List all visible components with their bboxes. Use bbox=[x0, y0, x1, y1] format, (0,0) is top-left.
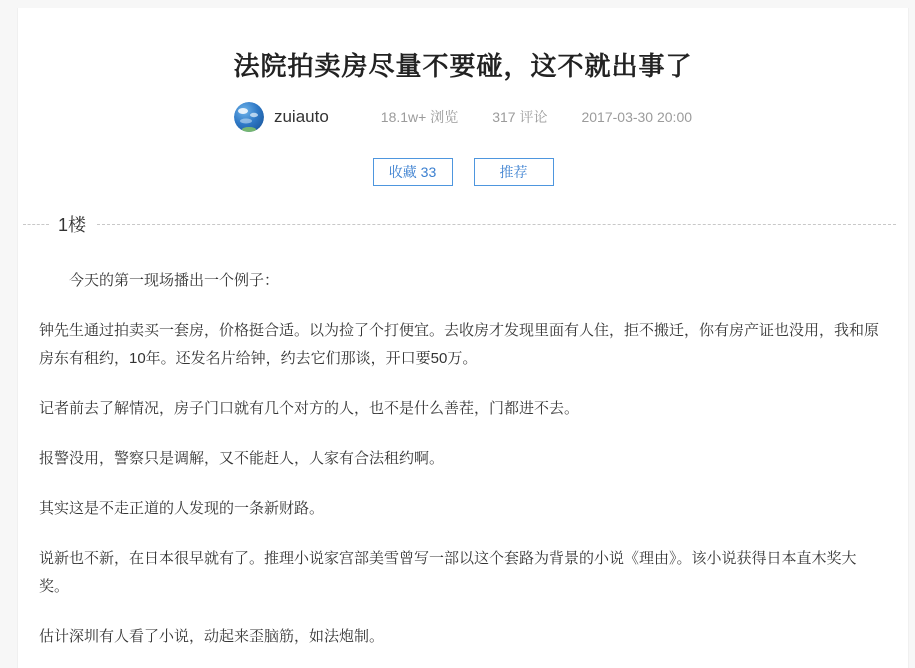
author-row bbox=[18, 102, 908, 132]
globe-avatar-icon bbox=[234, 119, 264, 132]
collect-button[interactable]: 收藏 33 bbox=[373, 158, 453, 186]
author-username[interactable]: zuiauto bbox=[273, 107, 329, 126]
post-paragraph: 其实这是不走正道的人发现的一条新财路。 bbox=[39, 500, 325, 517]
actions-row bbox=[18, 158, 908, 186]
post-body bbox=[18, 237, 908, 651]
post-paragraph: 说新也不新，在日本很早就有了。推理小说家宫部美雪曾写一部以这个套路为背景的小说《理由》。该小说获得日本直木奖大奖。 bbox=[39, 550, 857, 595]
dash-line-left bbox=[23, 224, 49, 225]
post-paragraph: 估计深圳有人看了小说，动起来歪脑筋，如法炮制。 bbox=[39, 628, 385, 645]
author-avatar[interactable] bbox=[234, 102, 264, 132]
floor-label: 1楼 bbox=[58, 215, 87, 235]
post-paragraph: 报警没用，警察只是调解，又不能赶人，人家有合法租约啊。 bbox=[39, 450, 445, 467]
thread-card bbox=[17, 8, 909, 668]
post-timestamp: 2017-03-30 20:00 bbox=[581, 109, 693, 125]
post-paragraph: 记者前去了解情况，房子门口就有几个对方的人，也不是什么善茬，门都进不去。 bbox=[39, 400, 580, 417]
post-paragraph: 钟先生通过拍卖买一套房，价格挺合适。以为捡了个打便宜。去收房才发现里面有人住，拒不搬迁，你有房产证也没用，我和原房东有租约，10年。还发名片给钟，约去它们那谈，开口要50万。 bbox=[39, 322, 880, 367]
view-count: 18.1w+ 浏览 bbox=[380, 109, 459, 125]
comment-count: 317 评论 bbox=[492, 109, 548, 125]
post-paragraph: 今天的第一现场播出一个例子： bbox=[69, 272, 280, 289]
floor-separator bbox=[18, 211, 908, 237]
dash-line-right bbox=[97, 224, 896, 225]
page-title: 法院拍卖房尽量不要碰，这不就出事了 bbox=[233, 51, 693, 81]
recommend-button[interactable]: 推荐 bbox=[474, 158, 554, 186]
